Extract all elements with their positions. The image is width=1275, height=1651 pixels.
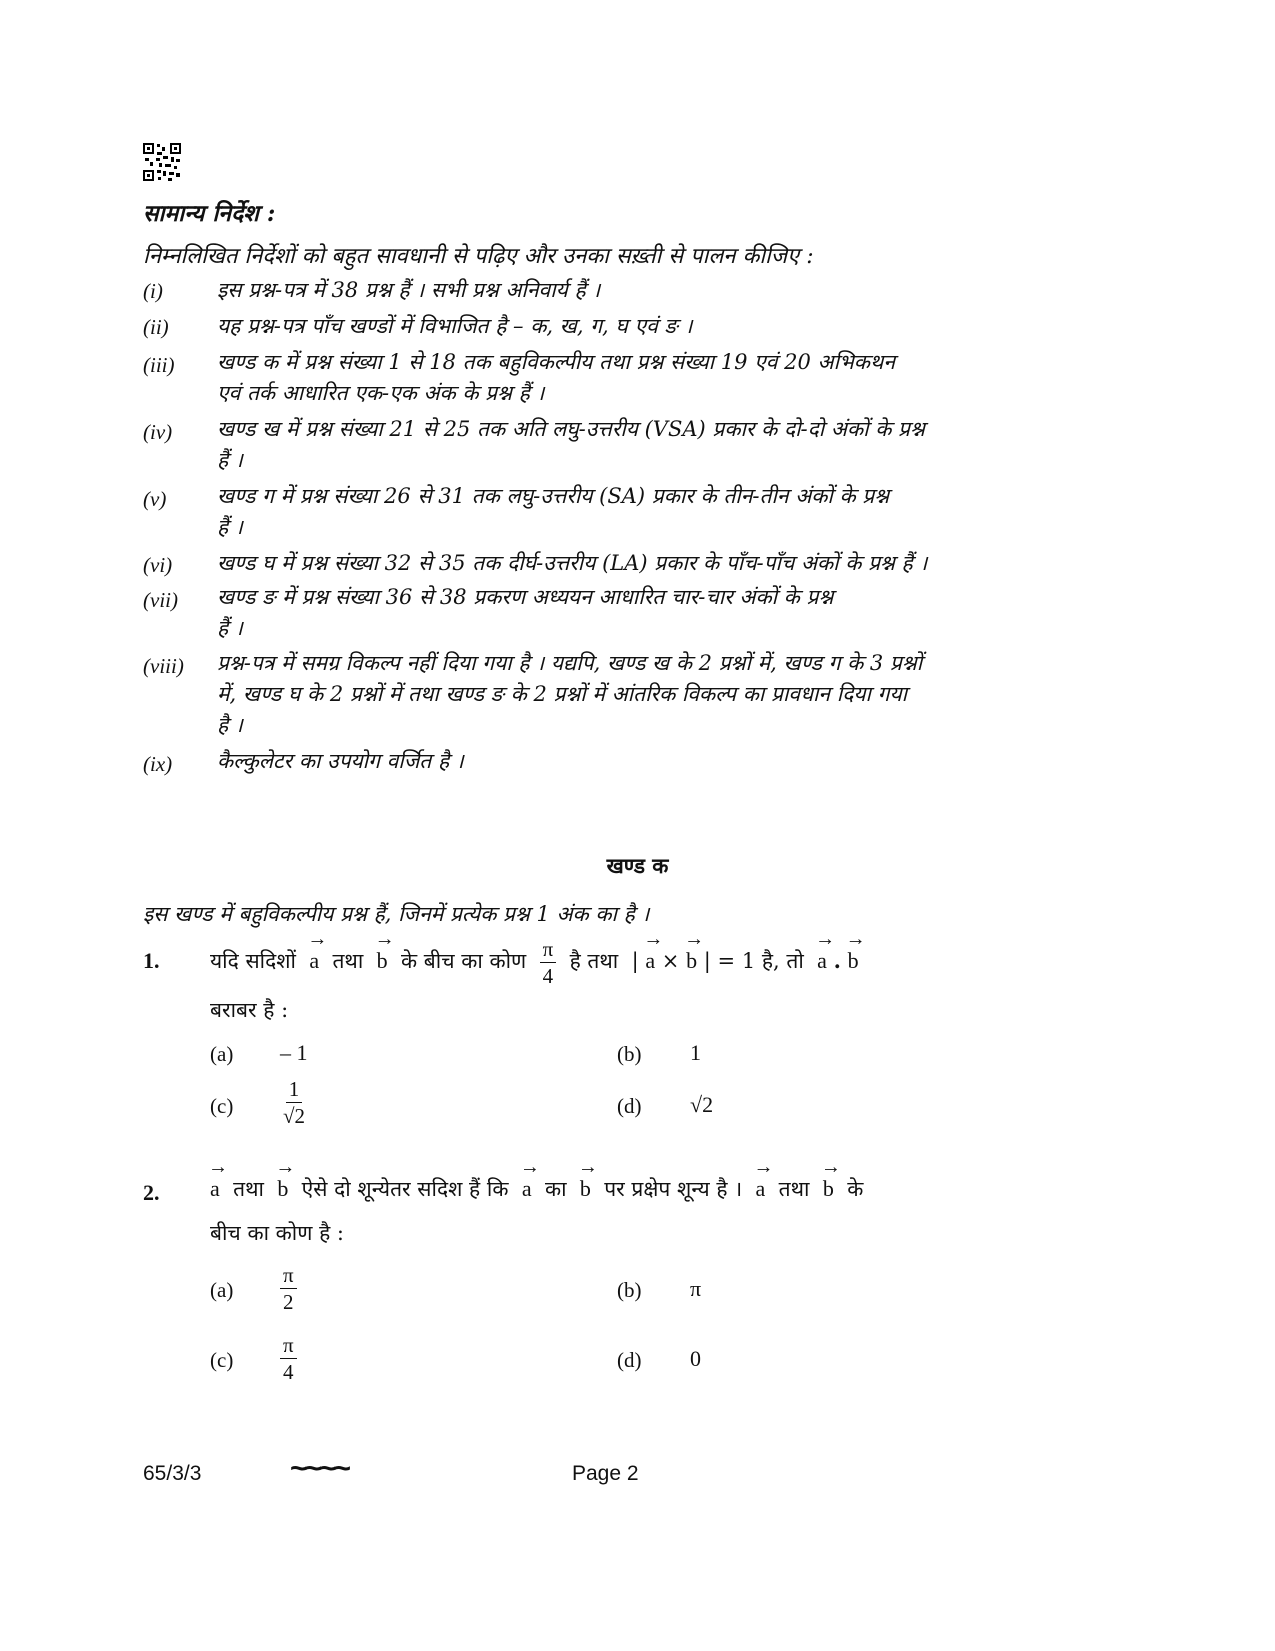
option-value: √2 — [690, 1092, 714, 1117]
question-text-part: के बीच का कोण — [400, 949, 527, 973]
instruction-item — [217, 582, 1117, 644]
vector-b — [275, 1156, 296, 1202]
question-text-part: यदि सदिशों — [210, 949, 296, 973]
option-fraction — [280, 1076, 308, 1129]
instruction-line: प्रश्न-पत्र में समग्र विकल्प नहीं दिया गया है । यद्यपि, खण्ड ख के 2 प्रश्नों में, खण्ड ग के 3 प्रश्नों — [217, 651, 923, 675]
vector-symbol: b — [376, 948, 388, 973]
vector-arrow-icon: → — [275, 1156, 296, 1178]
option-label: (c) — [210, 1094, 234, 1118]
instruction-number: (ii) — [143, 315, 169, 339]
instruction-line: में, खण्ड घ के 2 प्रश्नों में तथा खण्ड ङ के 2 प्रश्नों में आंतरिक विकल्प का प्रावधान दिया गया — [217, 682, 908, 706]
option-label: (b) — [617, 1278, 642, 1302]
instruction-line: खण्ड क में प्रश्न संख्या 1 से 18 तक बहुविकल्पीय तथा प्रश्न संख्या 19 एवं 20 अभिकथन — [217, 350, 895, 374]
option-value: 0 — [690, 1346, 701, 1371]
abs-bar: | — [631, 949, 639, 973]
page-number: Page 2 — [572, 1462, 639, 1485]
question-text-part: का — [544, 1177, 567, 1201]
vector-a — [519, 1156, 540, 1202]
vector-arrow-icon: → — [519, 1156, 540, 1178]
vector-symbol: b — [686, 948, 698, 973]
vector-b — [374, 928, 395, 974]
vector-symbol: b — [822, 1176, 834, 1201]
vector-b — [845, 928, 866, 974]
instructions-intro: निम्नलिखित निर्देशों को बहुत सावधानी से पढ़िए और उनका सख़्ती से पालन कीजिए : — [143, 244, 814, 269]
vector-a — [307, 928, 328, 974]
section-intro: इस खण्ड में बहुविकल्पीय प्रश्न हैं, जिनमें प्रत्येक प्रश्न 1 अंक का है । — [143, 902, 650, 926]
qr-code — [143, 143, 181, 181]
vector-symbol: a — [521, 1176, 532, 1201]
question-text-part: के — [847, 1177, 864, 1201]
question-text-continued: बीच का कोण है : — [210, 1221, 345, 1245]
option-label: (a) — [210, 1278, 234, 1302]
question-number: 2. — [143, 1180, 160, 1205]
vector-arrow-icon: → — [845, 928, 866, 950]
vector-a — [753, 1156, 774, 1202]
question-text-part: तथा — [332, 949, 364, 973]
option-label: (d) — [617, 1094, 642, 1118]
instruction-line: हैं । — [217, 616, 243, 640]
fraction-numerator: π — [540, 936, 557, 963]
vector-symbol: a — [645, 948, 656, 973]
option-label: (a) — [210, 1042, 234, 1066]
option-label: (b) — [617, 1042, 642, 1066]
instruction-line: हैं । — [217, 515, 243, 539]
instruction-line: खण्ड ख में प्रश्न संख्या 21 से 25 तक अति लघु-उत्तरीय (VSA) प्रकार के दो-दो अंकों के प्रश्न — [217, 417, 925, 441]
instruction-line: खण्ड ङ में प्रश्न संख्या 36 से 38 प्रकरण अध्ययन आधारित चार-चार अंकों के प्रश्न — [217, 585, 834, 609]
question-text-part: = 1 है, तो — [717, 949, 804, 973]
question-text-part: तथा — [233, 1177, 264, 1201]
fraction-denominator: 2 — [283, 1290, 294, 1314]
vector-arrow-icon: → — [374, 928, 395, 950]
question-text — [208, 1156, 864, 1203]
question-text-part: है तथा — [569, 949, 619, 973]
option-fraction — [280, 1332, 297, 1385]
tilde-mark: ~~~~ — [290, 1452, 349, 1485]
vector-b — [577, 1156, 598, 1202]
question-text-part: तथा — [778, 1177, 810, 1201]
vector-symbol: a — [210, 1176, 220, 1201]
option-value: 1 — [690, 1040, 701, 1065]
instruction-number: (iv) — [143, 420, 173, 444]
question-text-continued: बराबर है : — [210, 998, 289, 1022]
instructions-heading: सामान्य निर्देश : — [143, 200, 276, 227]
vector-symbol: a — [309, 948, 320, 973]
instruction-number: (v) — [143, 487, 167, 511]
abs-bar: | — [703, 949, 711, 973]
instruction-number: (i) — [143, 279, 163, 303]
option-label: (c) — [210, 1348, 234, 1372]
instruction-line: हैं । — [217, 448, 243, 472]
instruction-line: कैल्कुलेटर का उपयोग वर्जित है । — [217, 749, 464, 773]
vector-arrow-icon: → — [820, 1156, 841, 1178]
fraction-denominator: 4 — [542, 964, 554, 988]
vector-symbol: a — [755, 1176, 766, 1201]
vector-arrow-icon: → — [577, 1156, 598, 1178]
instruction-item — [217, 347, 1117, 409]
instruction-line: है । — [217, 713, 243, 737]
paper-code: 65/3/3 — [143, 1462, 202, 1485]
instruction-line: इस प्रश्न-पत्र में 38 प्रश्न हैं । सभी प्रश्न अनिवार्य हैं । — [217, 278, 601, 302]
question-text — [210, 928, 866, 989]
vector-symbol: b — [579, 1176, 591, 1201]
option-fraction — [280, 1262, 297, 1315]
vector-a — [208, 1156, 228, 1202]
option-label: (d) — [617, 1348, 642, 1372]
fraction-numerator: 1 — [286, 1076, 303, 1103]
instruction-number: (vi) — [143, 553, 173, 577]
instruction-item — [217, 311, 1117, 342]
vector-a — [643, 928, 664, 974]
fraction-numerator: π — [280, 1262, 297, 1289]
vector-symbol: a — [817, 948, 827, 973]
option-value: – 1 — [280, 1040, 308, 1065]
dot-symbol: . — [833, 948, 841, 973]
vector-b — [820, 1156, 841, 1202]
instruction-line: खण्ड ग में प्रश्न संख्या 26 से 31 तक लघु-उत्तरीय (SA) प्रकार के तीन-तीन अंकों के प्रश्न — [217, 484, 890, 508]
vector-arrow-icon: → — [307, 928, 328, 950]
instruction-number: (vii) — [143, 588, 178, 612]
instruction-item — [217, 414, 1117, 476]
instruction-line: खण्ड घ में प्रश्न संख्या 32 से 35 तक दीर्घ-उत्तरीय (LA) प्रकार के पाँच-पाँच अंकों के प्रश्न हैं । — [217, 551, 928, 575]
instruction-item — [217, 746, 1117, 777]
vector-arrow-icon: → — [684, 928, 705, 950]
vector-b — [684, 928, 705, 974]
fraction-denominator: 4 — [283, 1360, 294, 1384]
instruction-item — [217, 548, 1117, 579]
section-title: खण्ड क — [606, 853, 669, 878]
question-text-part: पर प्रक्षेप शून्य है । — [604, 1177, 743, 1201]
fraction-denominator: √2 — [283, 1104, 306, 1128]
vector-arrow-icon: → — [643, 928, 664, 950]
instruction-line: एवं तर्क आधारित एक-एक अंक के प्रश्न हैं । — [217, 381, 545, 405]
instruction-item — [217, 481, 1117, 543]
question-number: 1. — [143, 948, 160, 973]
angle-fraction — [540, 936, 557, 989]
fraction-numerator: π — [280, 1332, 297, 1359]
option-value: π — [690, 1276, 702, 1301]
instruction-item — [217, 648, 1117, 741]
vector-symbol: b — [847, 948, 859, 973]
instruction-number: (viii) — [143, 654, 184, 678]
vector-symbol: b — [277, 1176, 289, 1201]
vector-arrow-icon: → — [208, 1156, 228, 1178]
instruction-line: यह प्रश्न-पत्र पाँच खण्डों में विभाजित है – क, ख, ग, घ एवं ङ । — [217, 314, 693, 338]
vector-arrow-icon: → — [753, 1156, 774, 1178]
instruction-item — [217, 275, 1117, 306]
instruction-number: (iii) — [143, 353, 175, 377]
vector-arrow-icon: → — [815, 928, 836, 950]
cross-symbol: × — [661, 949, 680, 973]
instruction-number: (ix) — [143, 752, 173, 776]
question-text-part: ऐसे दो शून्येतर सदिश हैं कि — [301, 1177, 509, 1201]
vector-a — [815, 928, 836, 974]
